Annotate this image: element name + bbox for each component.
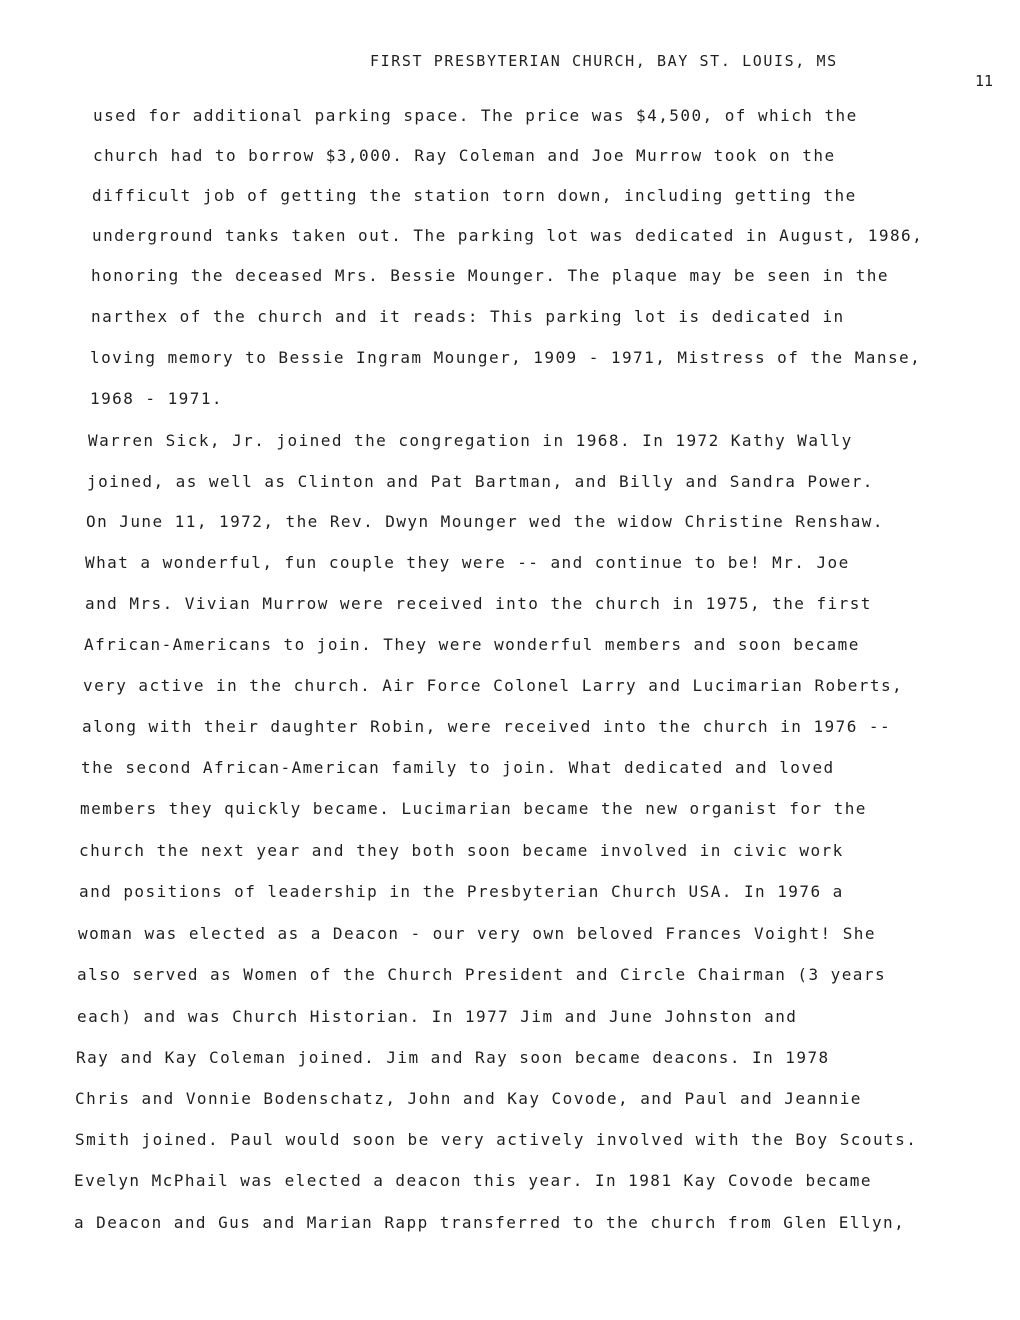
text-line: members they quickly became. Lucimarian became the new organist for the [80,799,867,818]
text-line: church the next year and they both soon became involved in civic work [79,841,844,860]
text-line: African-Americans to join. They were wonderful members and soon became [84,635,860,654]
text-line: the second African-American family to join. What dedicated and loved [81,758,835,777]
text-line: honoring the deceased Mrs. Bessie Mounger. The plaque may be seen in the [91,266,889,285]
text-line: joined, as well as Clinton and Pat Bartman, and Billy and Sandra Power. [87,472,874,491]
text-line: and positions of leadership in the Presbyterian Church USA. In 1976 a [79,882,844,901]
text-line: Chris and Vonnie Bodenschatz, John and Kay Covode, and Paul and Jeannie [75,1089,862,1108]
text-line: along with their daughter Robin, were received into the church in 1976 -- [82,717,892,736]
text-line: loving memory to Bessie Ingram Mounger, 1909 - 1971, Mistress of the Manse, [90,348,922,367]
text-line: also served as Women of the Church President and Circle Chairman (3 years [77,965,887,984]
page-header: FIRST PRESBYTERIAN CHURCH, BAY ST. LOUIS, MS [370,52,838,70]
text-line: used for additional parking space. The price was $4,500, of which the [93,106,858,125]
text-line: woman was elected as a Deacon - our very own beloved Frances Voight! She [78,924,876,943]
text-line: church had to borrow $3,000. Ray Coleman and Joe Murrow took on the [93,146,836,165]
text-line: difficult job of getting the station torn down, including getting the [92,186,857,205]
text-line: Evelyn McPhail was elected a deacon this year. In 1981 Kay Covode became [74,1171,872,1190]
text-line: Ray and Kay Coleman joined. Jim and Ray soon became deacons. In 1978 [76,1048,830,1067]
text-line: underground tanks taken out. The parking lot was dedicated in August, 1986, [92,226,924,245]
text-line: What a wonderful, fun couple they were -- and continue to be! Mr. Joe [85,553,850,572]
text-line: On June 11, 1972, the Rev. Dwyn Mounger wed the widow Christine Renshaw. [86,512,884,531]
text-line: 1968 - 1971. [90,389,223,408]
text-line: each) and was Church Historian. In 1977 Jim and June Johnston and [77,1007,798,1026]
text-line: and Mrs. Vivian Murrow were received into the church in 1975, the first [85,594,872,613]
page-number: 11 [975,72,994,90]
text-line: a Deacon and Gus and Marian Rapp transferred to the church from Glen Ellyn, [74,1213,906,1232]
text-line: very active in the church. Air Force Colonel Larry and Lucimarian Roberts, [83,676,904,695]
text-line: Smith joined. Paul would soon be very actively involved with the Boy Scouts. [75,1130,918,1149]
text-line: Warren Sick, Jr. joined the congregation in 1968. In 1972 Kathy Wally [88,431,853,450]
text-line: narthex of the church and it reads: This parking lot is dedicated in [91,307,845,326]
